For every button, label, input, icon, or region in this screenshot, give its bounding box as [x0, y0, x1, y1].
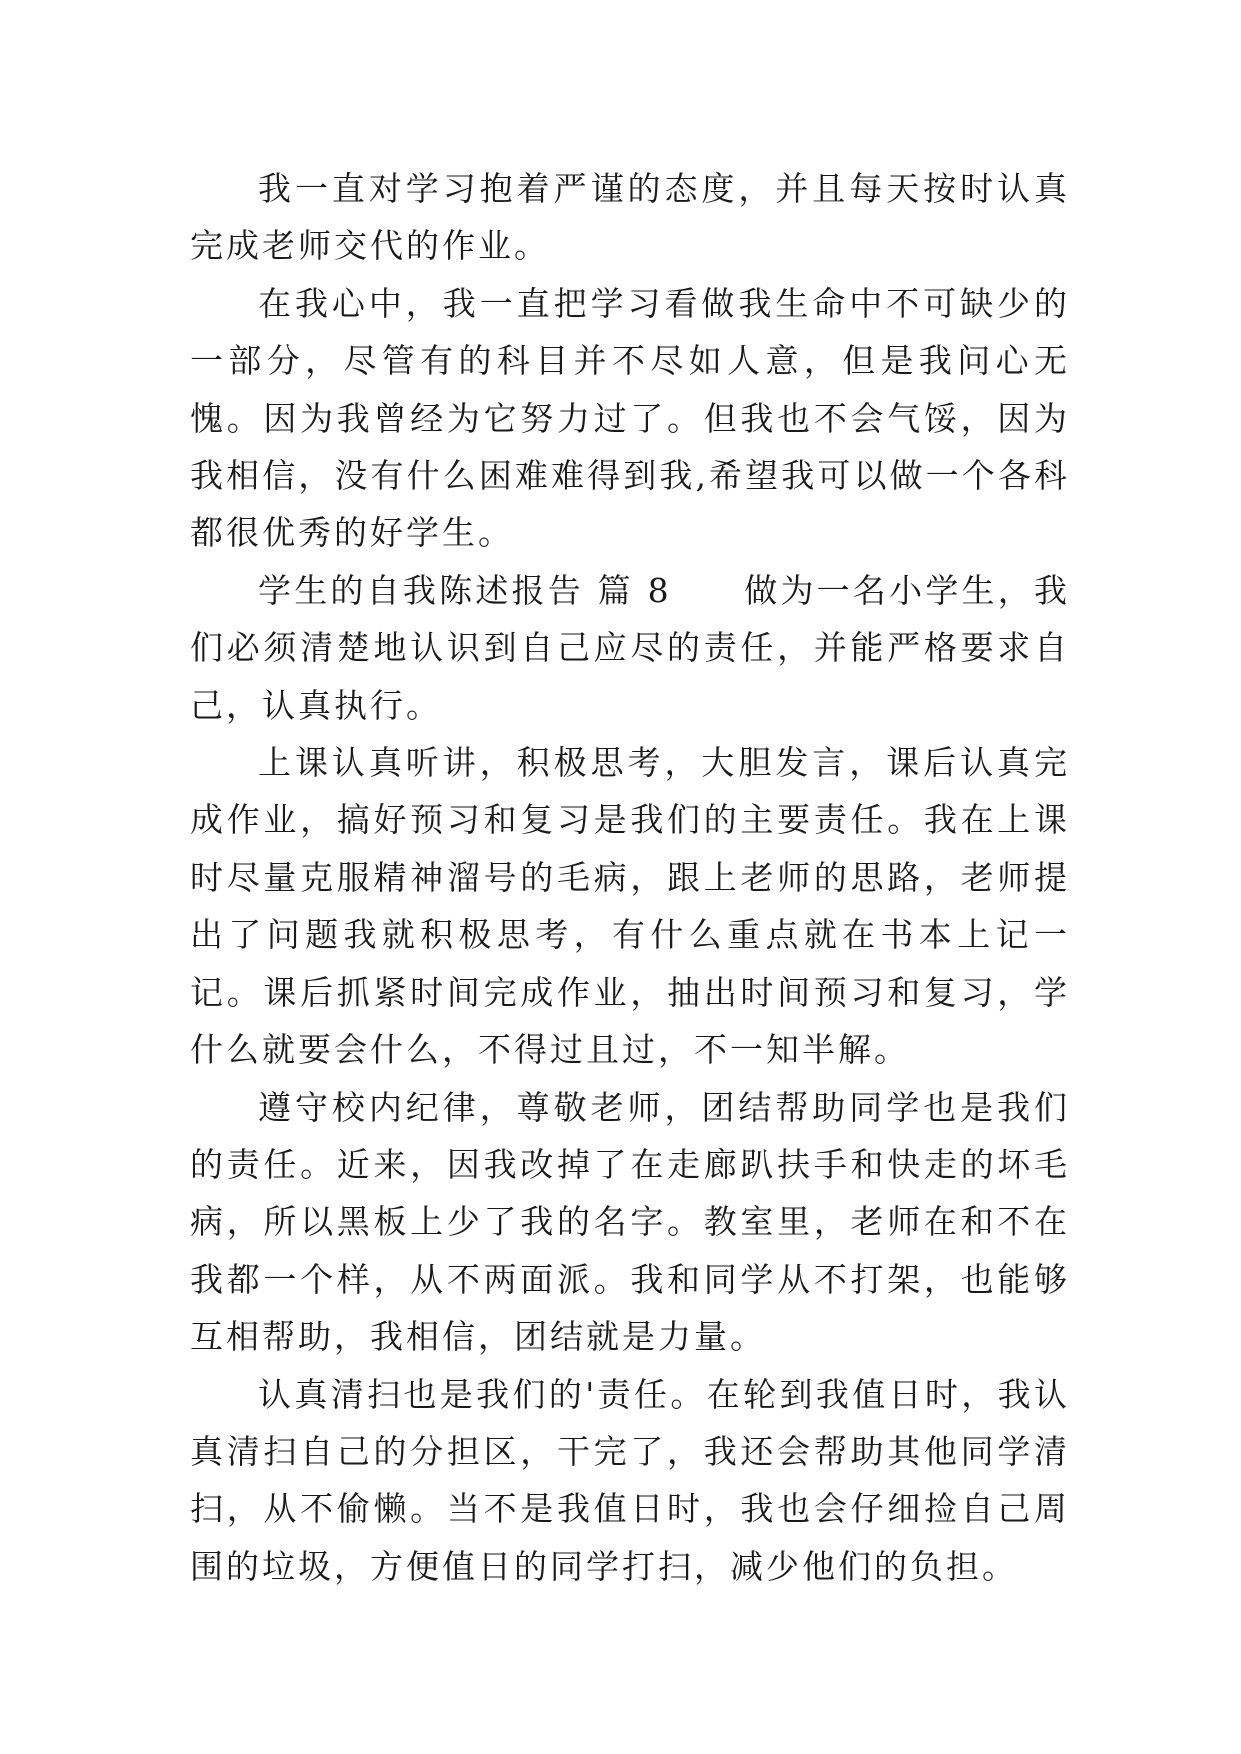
paragraph-study-attitude: 我一直对学习抱着严谨的态度，并且每天按时认真完成老师交代的作业。	[190, 169, 1070, 266]
paragraph-cleaning: 认真清扫也是我们的'责任。在轮到我值日时，我认真清扫自己的分担区，干完了，我还会帮助其他同学清扫，从不偷懒。当不是我值日时，我也会仔细捡自己周围的垃圾，方便值日的同学打扫，减少他们的负担。	[190, 1374, 1070, 1586]
paragraph-class-responsibility: 上课认真听讲，积极思考，大胆发言，课后认真完成作业，搞好预习和复习是我们的主要责任。我在上课时尽量克服精神溜号的毛病，跟上老师的思路，老师提出了问题我就积极思考，有什么重点就在书本上记一记。课后抓紧时间完成作业，抽出时间预习和复习，学什么就要会什么，不得过且过，不一知半解。	[190, 743, 1070, 1070]
paragraph-discipline: 遵守校内纪律，尊敬老师，团结帮助同学也是我们的责任。近来，因我改掉了在走廊趴扶手和快走的坏毛病，所以黑板上少了我的名字。教室里，老师在和不在我都一个样，从不两面派。我和同学从不打架，也能够互相帮助，我相信，团结就是力量。	[190, 1087, 1070, 1357]
paragraph-study-importance: 在我心中，我一直把学习看做我生命中不可缺少的一部分，尽管有的科目并不尽如人意，但是我问心无愧。因为我曾经为它努力过了。但我也不会气馁，因为我相信，没有什么困难难得到我,希望我可以做一个各科都很优秀的好学生。	[190, 283, 1070, 553]
paragraph-section-8-intro: 学生的自我陈述报告 篇 8 做为一名小学生，我们必须清楚地认识到自己应尽的责任，并能严格要求自己，认真执行。	[190, 570, 1070, 725]
document-body	[190, 160, 1070, 1595]
